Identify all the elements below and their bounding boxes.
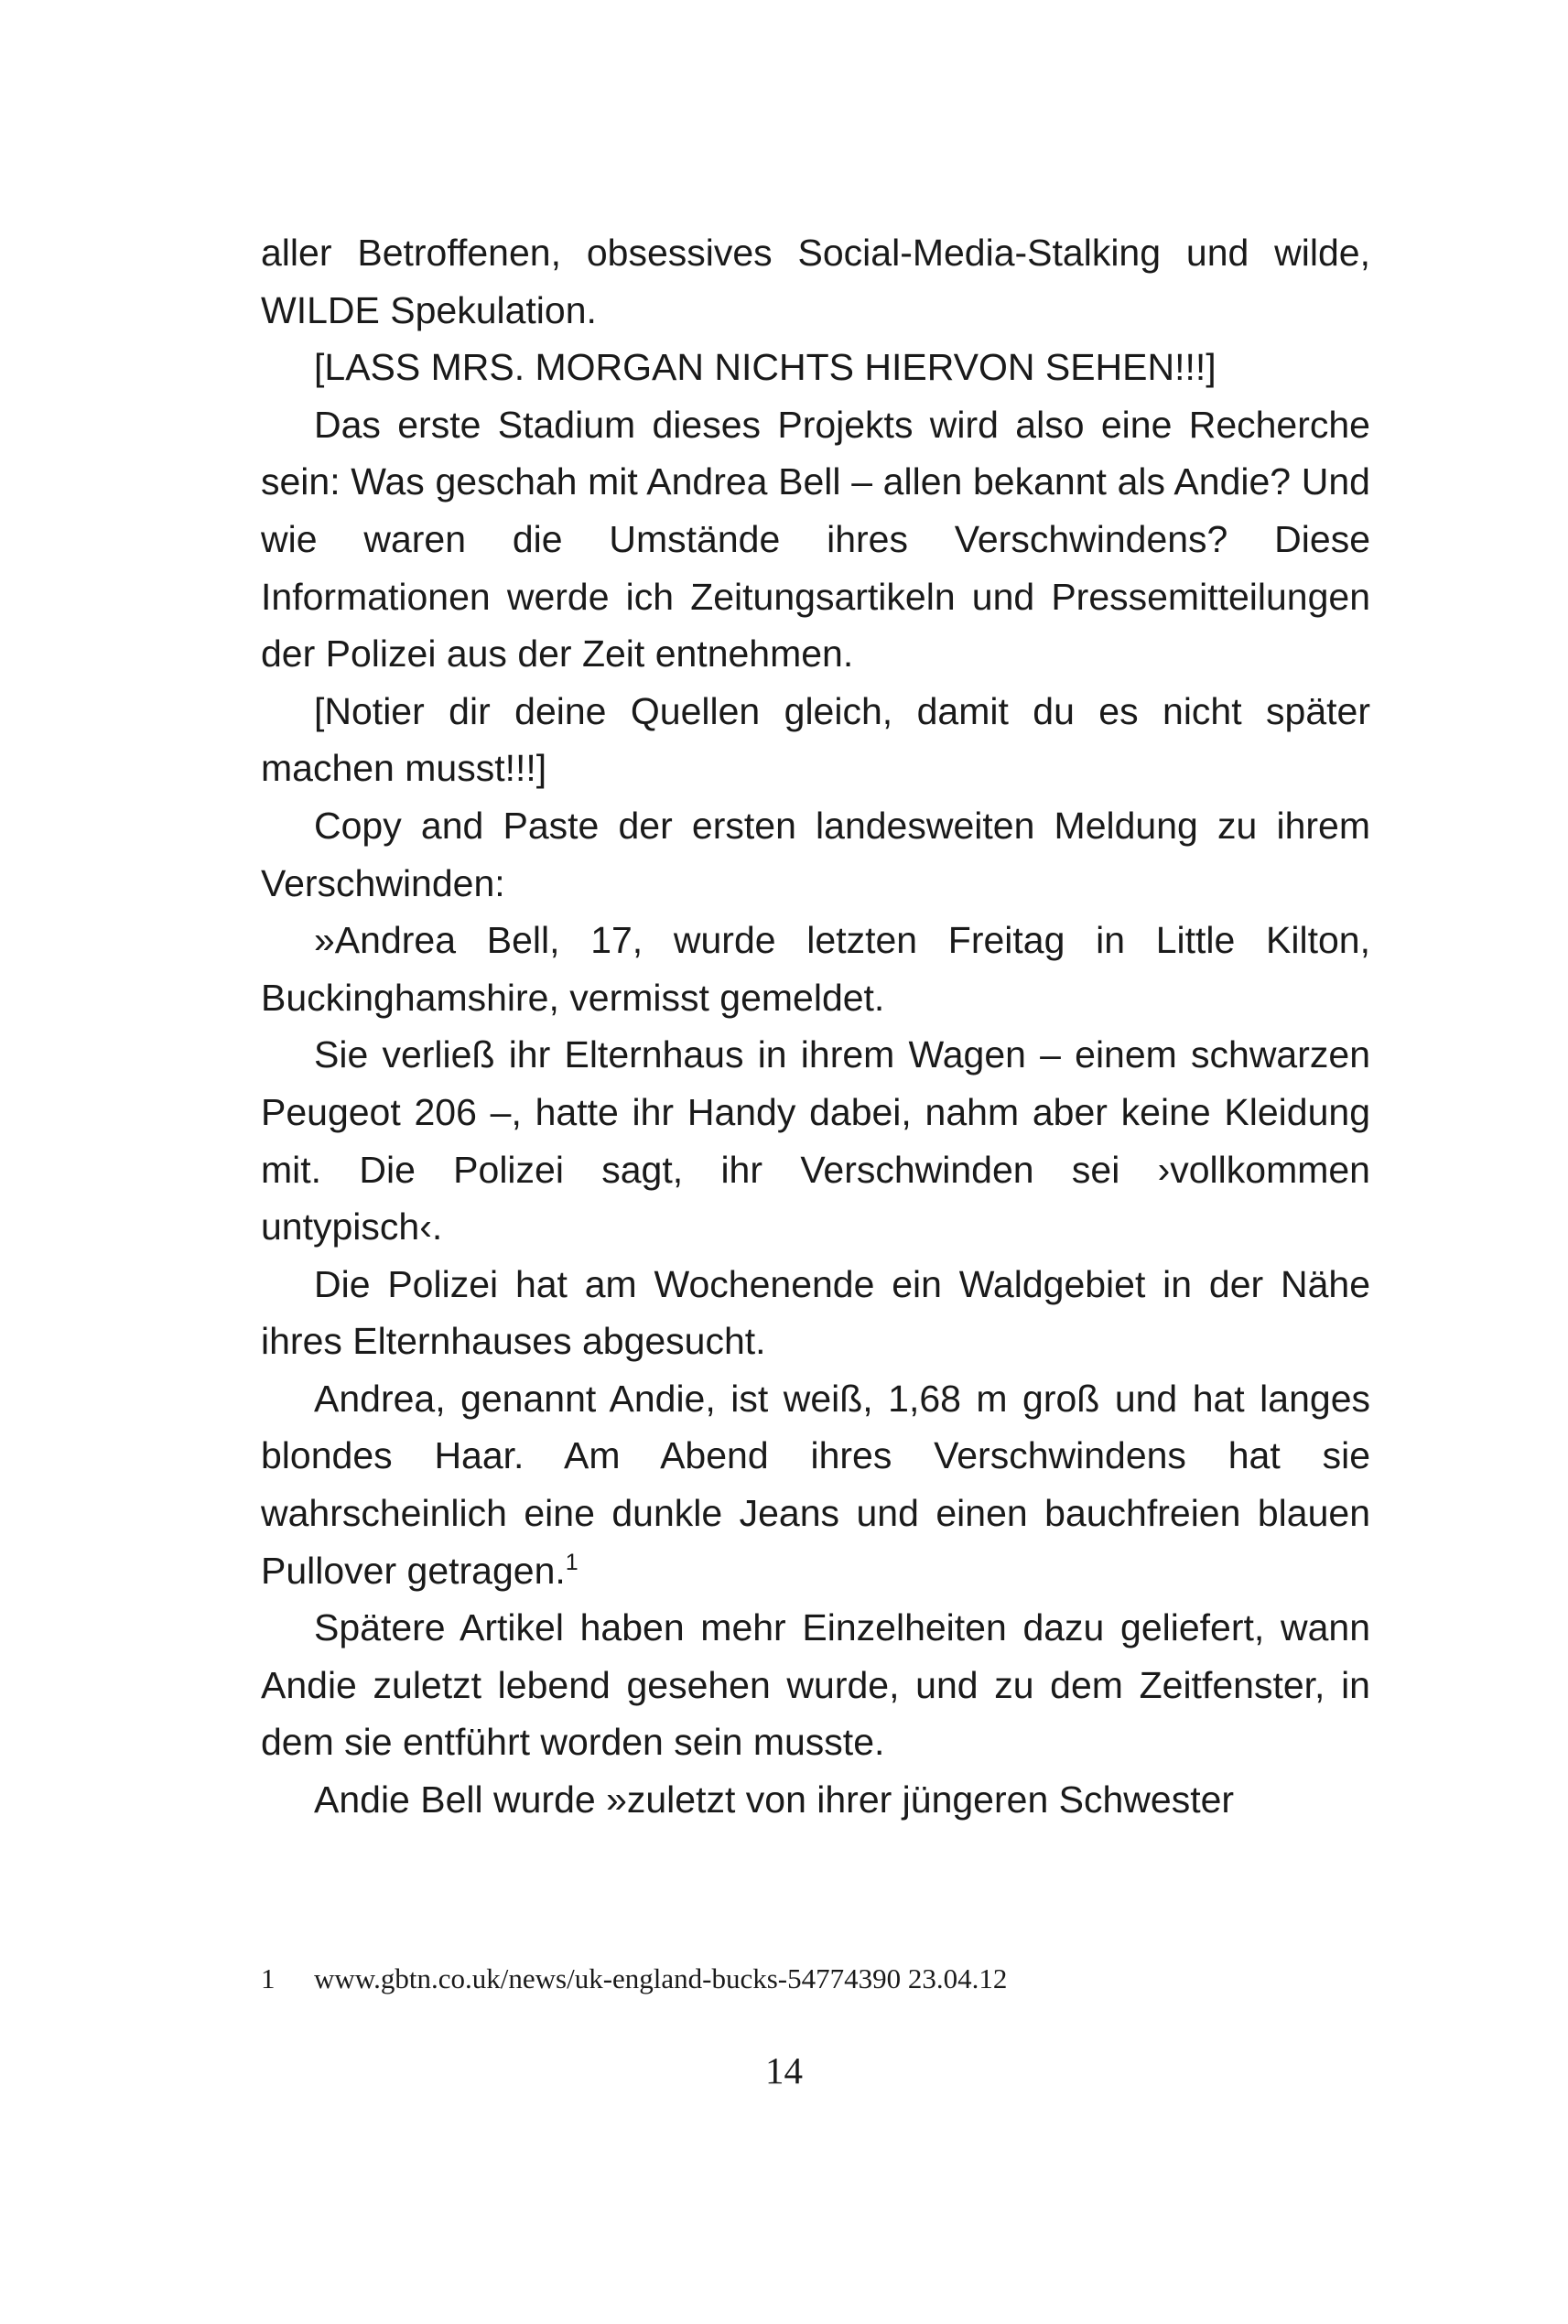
footnote-text: www.gbtn.co.uk/news/uk-england-bucks-54774390 23.04.12 — [314, 1962, 1008, 1994]
paragraph-9 — [261, 1370, 1370, 1599]
paragraph-11: Andie Bell wurde »zuletzt von ihrer jüngeren Schwester — [314, 1778, 1235, 1821]
paragraph-7: Sie verließ ihr Elternhaus in ihrem Wagen – einem schwarzen Peugeot 206 –, hatte ihr Handy dabei, nahm aber keine Kleidung mit. Die Polizei sagt, ihr Verschwinden sei ›vollkommen untypisch‹. — [261, 1033, 1370, 1248]
paragraph-5: Copy and Paste der ersten landesweiten Meldung zu ihrem Verschwinden: — [261, 804, 1370, 904]
paragraph-9-text: Andrea, genannt Andie, ist weiß, 1,68 m groß und hat langes blondes Haar. Am Abend ihres Verschwindens hat sie wahrscheinlich eine dunkle Jeans und einen bauchfreien blauen Pullover getragen. — [261, 1377, 1370, 1592]
footnote-number: 1 — [261, 1962, 276, 1994]
paragraph-10: Spätere Artikel haben mehr Einzelheiten dazu geliefert, wann Andie zuletzt lebend gesehen wurde, und zu dem Zeitfenster, in dem sie entführt worden sein musste. — [261, 1606, 1370, 1764]
paragraph-6: »Andrea Bell, 17, wurde letzten Freitag in Little Kilton, Buckinghamshire, vermisst gemeldet. — [261, 919, 1370, 1019]
paragraph-8: Die Polizei hat am Wochenende ein Waldgebiet in der Nähe ihres Elternhauses abgesucht. — [261, 1262, 1370, 1363]
footnote-marker: 1 — [565, 1549, 579, 1575]
paragraph-4: [Notier dir deine Quellen gleich, damit du es nicht später machen musst!!!] — [261, 689, 1370, 790]
paragraph-2: [LASS MRS. MORGAN NICHTS HIERVON SEHEN!!!] — [314, 346, 1217, 389]
paragraph-3: Das erste Stadium dieses Projekts wird also eine Recherche sein: Was geschah mit Andrea Bell – allen bekannt als Andie? Und wie waren die Umstände ihres Verschwindens? Diese Informationen werde ich Zeitungsartikeln und Pressemitteilungen der Polizei aus der Zeit entnehmen. — [261, 403, 1370, 676]
footnote — [261, 1961, 1370, 1997]
page-number: 14 — [765, 2049, 803, 2092]
paragraph-1: aller Betroffenen, obsessives Social-Media-Stalking und wilde, WILDE Spekulation. — [261, 232, 1370, 331]
body-text — [261, 224, 1370, 1829]
